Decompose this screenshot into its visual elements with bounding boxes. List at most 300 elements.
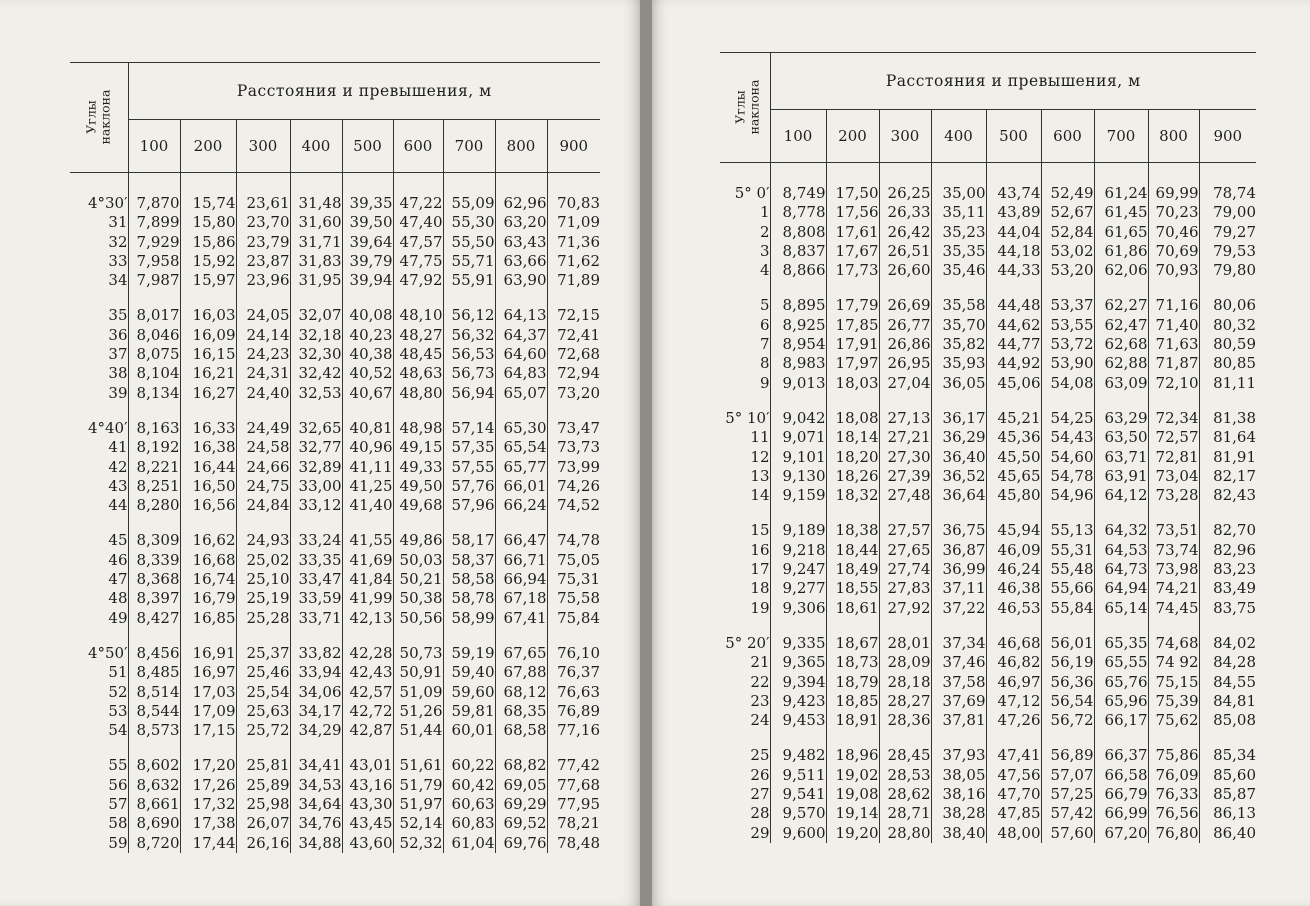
value-cell: 32,77 xyxy=(290,438,342,457)
value-cell: 38,28 xyxy=(931,804,986,823)
angle-cell: 54 xyxy=(70,721,128,740)
value-cell: 9,101 xyxy=(770,448,826,467)
value-cell: 43,89 xyxy=(986,203,1041,222)
value-cell: 37,69 xyxy=(931,692,986,711)
angle-cell: 5° 10′ xyxy=(720,409,770,428)
value-cell: 8,427 xyxy=(128,609,180,628)
angle-cell: 26 xyxy=(720,766,770,785)
spacer-cell xyxy=(443,173,495,195)
value-cell: 16,44 xyxy=(180,458,236,477)
table-row xyxy=(720,203,1256,222)
value-cell: 46,24 xyxy=(986,560,1041,579)
angle-header-word: наклона xyxy=(97,89,113,145)
value-cell: 9,394 xyxy=(770,673,826,692)
value-cell: 39,35 xyxy=(342,194,393,213)
spacer-cell xyxy=(770,730,826,746)
value-cell: 58,78 xyxy=(443,589,495,608)
value-cell: 26,60 xyxy=(879,261,931,280)
value-cell: 8,309 xyxy=(128,531,180,550)
value-cell: 73,04 xyxy=(1148,467,1199,486)
value-cell: 36,52 xyxy=(931,467,986,486)
value-cell: 8,661 xyxy=(128,795,180,814)
value-cell: 85,08 xyxy=(1213,711,1257,730)
value-cell: 27,21 xyxy=(879,428,931,447)
table-row xyxy=(70,345,600,364)
spacer-cell xyxy=(1199,163,1256,185)
value-cell: 7,899 xyxy=(128,213,180,232)
angle-cell: 12 xyxy=(720,448,770,467)
table-row xyxy=(70,326,600,345)
angle-cell: 22 xyxy=(720,673,770,692)
value-cell: 28,18 xyxy=(879,673,931,692)
value-cell: 9,600 xyxy=(770,824,826,843)
spacer-cell xyxy=(879,280,931,296)
value-cell: 74,26 xyxy=(557,476,601,495)
value-cell: 37,93 xyxy=(931,746,986,765)
spacer-row xyxy=(720,618,1256,634)
spacer-cell xyxy=(1148,163,1199,185)
value-cell: 7,870 xyxy=(128,194,180,213)
spacer-cell xyxy=(236,740,290,756)
value-cell: 32,30 xyxy=(290,345,342,364)
value-cell: 63,90 xyxy=(495,271,547,290)
value-cell: 66,24 xyxy=(495,496,547,515)
value-cell: 23,79 xyxy=(236,233,290,252)
value-cell: 8,339 xyxy=(128,551,180,570)
column-header: 900 xyxy=(547,120,600,173)
spacer-cell xyxy=(128,173,180,195)
value-cell: 8,046 xyxy=(128,326,180,345)
spacer-cell xyxy=(495,173,547,195)
spacer-cell xyxy=(128,515,180,531)
value-cell: 76,80 xyxy=(1148,824,1199,843)
value-cell: 18,61 xyxy=(826,599,879,618)
value-cell: 36,05 xyxy=(931,374,986,393)
spacer-cell xyxy=(986,730,1041,746)
value-cell: 65,30 xyxy=(495,419,547,438)
value-cell: 28,36 xyxy=(879,711,931,730)
spacer-cell xyxy=(70,403,128,419)
value-cell: 81,38 xyxy=(1213,408,1257,427)
spacer-cell xyxy=(70,290,128,306)
value-cell: 26,77 xyxy=(879,316,931,335)
value-cell: 71,09 xyxy=(557,213,601,232)
value-cell: 60,01 xyxy=(443,721,495,740)
angle-cell: 5° 20′ xyxy=(720,634,770,653)
value-cell: 53,55 xyxy=(1041,316,1094,335)
value-cell: 58,99 xyxy=(443,609,495,628)
value-cell: 63,43 xyxy=(495,233,547,252)
value-cell: 45,65 xyxy=(986,467,1041,486)
value-cell: 59,60 xyxy=(443,683,495,702)
table-row xyxy=(720,354,1256,373)
value-cell: 70,83 xyxy=(557,194,601,212)
value-cell: 64,94 xyxy=(1094,579,1148,598)
value-cell: 36,64 xyxy=(931,486,986,505)
value-cell: 63,50 xyxy=(1094,428,1148,447)
value-cell: 8,983 xyxy=(770,354,826,373)
value-cell: 26,51 xyxy=(879,242,931,261)
value-cell: 59,40 xyxy=(443,663,495,682)
value-cell: 55,48 xyxy=(1041,560,1094,579)
value-cell: 46,09 xyxy=(986,541,1041,560)
value-cell: 17,20 xyxy=(180,756,236,775)
value-cell: 16,38 xyxy=(180,438,236,457)
value-cell: 41,84 xyxy=(342,570,393,589)
angle-header-word: наклона xyxy=(746,79,762,135)
value-cell: 71,62 xyxy=(557,251,601,270)
value-cell: 15,92 xyxy=(180,252,236,271)
value-cell: 32,07 xyxy=(290,306,342,325)
value-cell: 82,17 xyxy=(1213,466,1257,485)
angle-cell: 4°50′ xyxy=(70,644,128,663)
value-cell: 72,15 xyxy=(557,306,601,325)
table-row xyxy=(720,184,1256,203)
table-row xyxy=(720,448,1256,467)
spacer-row xyxy=(70,173,600,195)
value-cell: 55,71 xyxy=(443,252,495,271)
value-cell: 76,37 xyxy=(557,663,601,682)
table-row xyxy=(70,419,600,438)
value-cell: 16,15 xyxy=(180,345,236,364)
column-header: 100 xyxy=(770,110,826,163)
value-cell: 58,37 xyxy=(443,551,495,570)
angle-cell: 1 xyxy=(720,203,770,222)
value-cell: 74,78 xyxy=(557,531,601,550)
value-cell: 23,70 xyxy=(236,213,290,232)
value-cell: 86,13 xyxy=(1213,804,1257,823)
value-cell: 18,03 xyxy=(826,374,879,393)
value-cell: 16,27 xyxy=(180,384,236,403)
value-cell: 18,55 xyxy=(826,579,879,598)
value-cell: 36,99 xyxy=(931,560,986,579)
value-cell: 37,11 xyxy=(931,579,986,598)
spacer-cell xyxy=(290,173,342,195)
value-cell: 50,21 xyxy=(393,570,443,589)
value-cell: 54,60 xyxy=(1041,448,1094,467)
spacer-cell xyxy=(290,403,342,419)
spacer-cell xyxy=(770,505,826,521)
spacer-row xyxy=(70,740,600,756)
value-cell: 25,63 xyxy=(236,702,290,721)
value-cell: 41,25 xyxy=(342,477,393,496)
value-cell: 49,15 xyxy=(393,438,443,457)
column-header: 300 xyxy=(236,120,290,173)
value-cell: 48,63 xyxy=(393,364,443,383)
value-cell: 67,41 xyxy=(495,609,547,628)
table-row xyxy=(720,673,1256,692)
value-cell: 9,570 xyxy=(770,804,826,823)
table-row xyxy=(720,374,1256,393)
value-cell: 54,43 xyxy=(1041,428,1094,447)
value-cell: 57,96 xyxy=(443,496,495,515)
value-cell: 35,58 xyxy=(931,296,986,315)
value-cell: 33,24 xyxy=(290,531,342,550)
value-cell: 70,23 xyxy=(1148,203,1199,222)
spacer-row xyxy=(70,628,600,644)
value-cell: 18,73 xyxy=(826,653,879,672)
value-cell: 38,16 xyxy=(931,785,986,804)
value-cell: 66,01 xyxy=(495,477,547,496)
spacer-cell xyxy=(986,618,1041,634)
spacer-cell xyxy=(128,403,180,419)
value-cell: 9,365 xyxy=(770,653,826,672)
spacer-cell xyxy=(826,163,879,185)
value-cell: 8,632 xyxy=(128,776,180,795)
value-cell: 35,82 xyxy=(931,335,986,354)
value-cell: 27,57 xyxy=(879,521,931,540)
value-cell: 18,67 xyxy=(826,634,879,653)
value-cell: 42,43 xyxy=(342,663,393,682)
value-cell: 73,51 xyxy=(1148,521,1199,540)
value-cell: 44,04 xyxy=(986,223,1041,242)
value-cell: 45,80 xyxy=(986,486,1041,505)
value-cell: 8,895 xyxy=(770,296,826,315)
spacer-row xyxy=(720,730,1256,746)
spacer-cell xyxy=(1148,618,1199,634)
value-cell: 72,41 xyxy=(557,325,601,344)
value-cell: 25,72 xyxy=(236,721,290,740)
spacer-cell xyxy=(547,403,600,419)
value-cell: 75,31 xyxy=(557,570,601,589)
value-cell: 9,541 xyxy=(770,785,826,804)
value-cell: 28,71 xyxy=(879,804,931,823)
value-cell: 44,18 xyxy=(986,242,1041,261)
spacer-cell xyxy=(70,515,128,531)
column-header: 700 xyxy=(443,120,495,173)
value-cell: 57,42 xyxy=(1041,804,1094,823)
value-cell: 69,99 xyxy=(1148,184,1199,203)
angle-cell: 33 xyxy=(70,252,128,271)
value-cell: 62,27 xyxy=(1094,296,1148,315)
value-cell: 17,50 xyxy=(826,184,879,203)
table-row xyxy=(720,746,1256,765)
spacer-cell xyxy=(180,173,236,195)
spacer-cell xyxy=(180,515,236,531)
value-cell: 46,68 xyxy=(986,634,1041,653)
spacer-cell xyxy=(720,730,770,746)
spacer-cell xyxy=(1041,393,1094,409)
value-cell: 7,987 xyxy=(128,271,180,290)
value-cell: 49,50 xyxy=(393,477,443,496)
value-cell: 16,03 xyxy=(180,306,236,325)
value-cell: 17,73 xyxy=(826,261,879,280)
value-cell: 34,53 xyxy=(290,776,342,795)
spacer-cell xyxy=(342,173,393,195)
value-cell: 82,43 xyxy=(1213,486,1257,505)
value-cell: 40,23 xyxy=(342,326,393,345)
value-cell: 18,20 xyxy=(826,448,879,467)
value-cell: 24,05 xyxy=(236,306,290,325)
value-cell: 25,37 xyxy=(236,644,290,663)
spacer-cell xyxy=(1041,730,1094,746)
value-cell: 52,84 xyxy=(1041,223,1094,242)
spacer-cell xyxy=(1199,505,1256,521)
value-cell: 8,514 xyxy=(128,683,180,702)
angle-cell: 31 xyxy=(70,213,128,232)
value-cell: 7,929 xyxy=(128,233,180,252)
value-cell: 57,25 xyxy=(1041,785,1094,804)
value-cell: 50,73 xyxy=(393,644,443,663)
value-cell: 16,09 xyxy=(180,326,236,345)
spacer-cell xyxy=(1041,618,1094,634)
value-cell: 68,82 xyxy=(495,756,547,775)
angle-cell: 4°40′ xyxy=(70,419,128,438)
spacer-cell xyxy=(986,163,1041,185)
value-cell: 56,54 xyxy=(1041,692,1094,711)
value-cell: 40,38 xyxy=(342,345,393,364)
value-cell: 56,73 xyxy=(443,364,495,383)
value-cell: 27,39 xyxy=(879,467,931,486)
spacer-row xyxy=(70,290,600,306)
angle-cell: 34 xyxy=(70,271,128,290)
angle-cell: 36 xyxy=(70,326,128,345)
value-cell: 82,96 xyxy=(1213,540,1257,559)
value-cell: 80,32 xyxy=(1213,315,1257,334)
value-cell: 31,83 xyxy=(290,252,342,271)
table-row xyxy=(70,644,600,663)
angle-cell: 45 xyxy=(70,531,128,550)
value-cell: 24,40 xyxy=(236,384,290,403)
value-cell: 35,23 xyxy=(931,223,986,242)
spacer-cell xyxy=(770,280,826,296)
value-cell: 16,50 xyxy=(180,477,236,496)
value-cell: 45,36 xyxy=(986,428,1041,447)
spacer-row xyxy=(720,393,1256,409)
spacer-cell xyxy=(1094,505,1148,521)
table-row xyxy=(720,579,1256,598)
angle-cell: 23 xyxy=(720,692,770,711)
value-cell: 26,95 xyxy=(879,354,931,373)
spacer-cell xyxy=(290,740,342,756)
angle-cell: 5° 0′ xyxy=(720,184,770,203)
value-cell: 85,60 xyxy=(1213,765,1257,784)
value-cell: 28,62 xyxy=(879,785,931,804)
value-cell: 43,01 xyxy=(342,756,393,775)
spacer-cell xyxy=(443,628,495,644)
value-cell: 41,69 xyxy=(342,551,393,570)
value-cell: 28,80 xyxy=(879,824,931,843)
value-cell: 42,28 xyxy=(342,644,393,663)
value-cell: 79,80 xyxy=(1213,261,1257,280)
angle-cell: 37 xyxy=(70,345,128,364)
angle-cell: 2 xyxy=(720,223,770,242)
value-cell: 31,71 xyxy=(290,233,342,252)
value-cell: 35,00 xyxy=(931,184,986,203)
spacer-cell xyxy=(495,290,547,306)
value-cell: 16,56 xyxy=(180,496,236,515)
value-cell: 51,61 xyxy=(393,756,443,775)
value-cell: 8,720 xyxy=(128,834,180,853)
value-cell: 37,34 xyxy=(931,634,986,653)
value-cell: 64,73 xyxy=(1094,560,1148,579)
value-cell: 16,33 xyxy=(180,419,236,438)
value-cell: 15,97 xyxy=(180,271,236,290)
value-cell: 8,075 xyxy=(128,345,180,364)
table-row xyxy=(70,438,600,457)
value-cell: 28,53 xyxy=(879,766,931,785)
value-cell: 9,453 xyxy=(770,711,826,730)
angle-cell: 35 xyxy=(70,306,128,325)
angle-cell: 56 xyxy=(70,776,128,795)
value-cell: 19,08 xyxy=(826,785,879,804)
value-cell: 74,52 xyxy=(557,496,601,515)
value-cell: 18,85 xyxy=(826,692,879,711)
value-cell: 42,87 xyxy=(342,721,393,740)
angle-cell: 29 xyxy=(720,824,770,843)
value-cell: 52,67 xyxy=(1041,203,1094,222)
value-cell: 69,29 xyxy=(495,795,547,814)
value-cell: 77,95 xyxy=(557,795,601,814)
table-row xyxy=(70,194,600,213)
value-cell: 68,58 xyxy=(495,721,547,740)
value-cell: 56,32 xyxy=(443,326,495,345)
value-cell: 27,48 xyxy=(879,486,931,505)
value-cell: 44,48 xyxy=(986,296,1041,315)
value-cell: 56,01 xyxy=(1041,634,1094,653)
value-cell: 17,97 xyxy=(826,354,879,373)
value-cell: 48,80 xyxy=(393,384,443,403)
value-cell: 47,70 xyxy=(986,785,1041,804)
value-cell: 25,46 xyxy=(236,663,290,682)
value-cell: 53,37 xyxy=(1041,296,1094,315)
value-cell: 33,00 xyxy=(290,477,342,496)
value-cell: 84,02 xyxy=(1213,633,1257,652)
value-cell: 48,10 xyxy=(393,306,443,325)
value-cell: 8,397 xyxy=(128,589,180,608)
spacer-cell xyxy=(128,290,180,306)
value-cell: 85,87 xyxy=(1213,785,1257,804)
value-cell: 56,53 xyxy=(443,345,495,364)
value-cell: 36,87 xyxy=(931,541,986,560)
spacer-cell xyxy=(495,515,547,531)
column-header: 300 xyxy=(879,110,931,163)
value-cell: 54,78 xyxy=(1041,467,1094,486)
value-cell: 33,71 xyxy=(290,609,342,628)
value-cell: 32,53 xyxy=(290,384,342,403)
spacer-cell xyxy=(1148,393,1199,409)
value-cell: 62,96 xyxy=(495,194,547,213)
value-cell: 55,09 xyxy=(443,194,495,213)
value-cell: 25,89 xyxy=(236,776,290,795)
value-cell: 38,40 xyxy=(931,824,986,843)
spacer-cell xyxy=(180,628,236,644)
value-cell: 16,68 xyxy=(180,551,236,570)
value-cell: 72,94 xyxy=(557,364,601,383)
value-cell: 56,89 xyxy=(1041,746,1094,765)
spacer-row xyxy=(70,403,600,419)
value-cell: 72,34 xyxy=(1148,409,1199,428)
value-cell: 16,85 xyxy=(180,609,236,628)
table-row xyxy=(720,692,1256,711)
value-cell: 25,02 xyxy=(236,551,290,570)
column-header-row xyxy=(70,120,600,173)
value-cell: 37,22 xyxy=(931,599,986,618)
value-cell: 17,32 xyxy=(180,795,236,814)
spacer-cell xyxy=(770,393,826,409)
value-cell: 17,85 xyxy=(826,316,879,335)
value-cell: 65,07 xyxy=(495,384,547,403)
spacer-cell xyxy=(180,403,236,419)
value-cell: 81,11 xyxy=(1213,373,1257,392)
value-cell: 24,58 xyxy=(236,438,290,457)
value-cell: 9,335 xyxy=(770,634,826,653)
value-cell: 35,70 xyxy=(931,316,986,335)
value-cell: 56,12 xyxy=(443,306,495,325)
spacer-cell xyxy=(393,740,443,756)
angle-cell: 49 xyxy=(70,609,128,628)
value-cell: 36,40 xyxy=(931,448,986,467)
